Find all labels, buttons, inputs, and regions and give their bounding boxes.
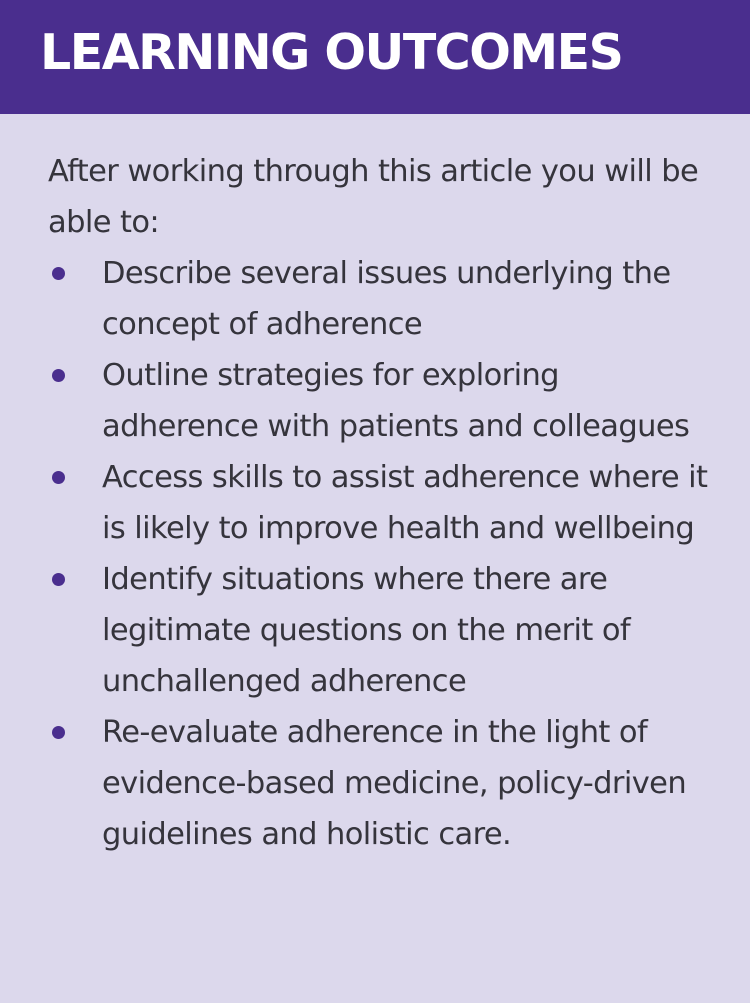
outcome-item xyxy=(48,707,720,860)
outcome-text: Describe several issues underlying the concept of adherence xyxy=(102,256,671,342)
bullet-icon xyxy=(52,726,65,739)
outcomes-list xyxy=(48,248,720,860)
outcome-item xyxy=(48,248,720,350)
outcome-item xyxy=(48,350,720,452)
intro-text: After working through this article you will be able to: xyxy=(48,154,699,240)
learning-outcomes-content xyxy=(0,114,750,860)
outcome-item xyxy=(48,554,720,707)
bullet-icon xyxy=(52,267,65,280)
bullet-icon xyxy=(52,471,65,484)
bullet-icon xyxy=(52,369,65,382)
outcome-item xyxy=(48,452,720,554)
outcome-text: Access skills to assist adherence where it is likely to improve health and wellbeing xyxy=(102,460,708,546)
bullet-icon xyxy=(52,573,65,586)
learning-outcomes-header xyxy=(0,0,750,114)
outcome-text: Identify situations where there are legitimate questions on the merit of unchallenged adherence xyxy=(102,562,631,699)
outcome-text: Outline strategies for exploring adherence with patients and colleagues xyxy=(102,358,690,444)
learning-outcomes-title: LEARNING OUTCOMES xyxy=(40,23,623,81)
outcome-text: Re-evaluate adherence in the light of evidence-based medicine, policy-driven guidelines and holistic care. xyxy=(102,715,687,852)
